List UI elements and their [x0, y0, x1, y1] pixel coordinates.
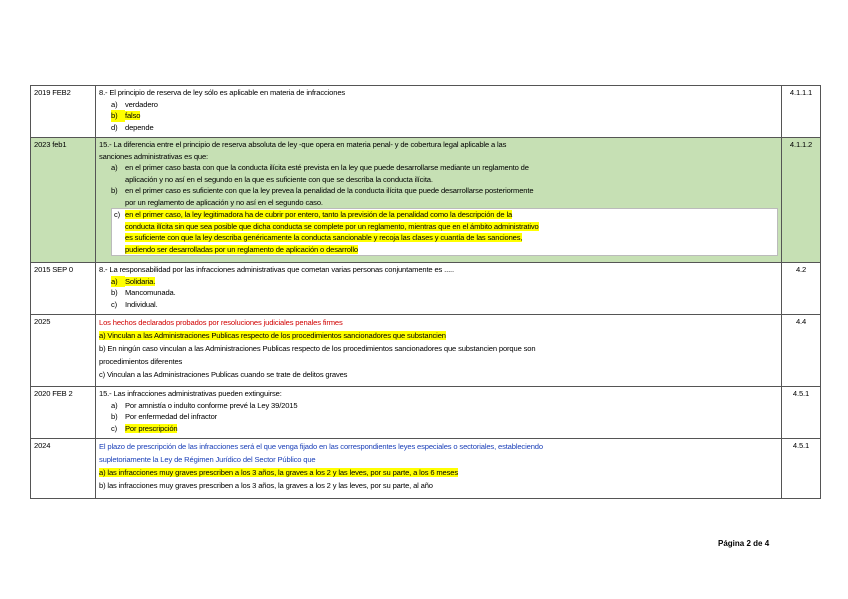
- exam-date: 2023 feb1: [31, 138, 96, 263]
- question-text: Los hechos declarados probados por resoluciones judiciales penales firmes: [99, 318, 343, 327]
- questions-table: [30, 85, 821, 499]
- question-row: [31, 263, 821, 315]
- option-correct: c) en el primer caso, la ley legitimadora ha de cubrir por entero, tanto la previsión de la penalidad como la descripción de la conducta ilícita sin que sea posible que dicha conducta se complete por un reglamento, mientras que en el ámbito administrativo es suficiente con que la ley describa genéricamente la conducta sancionable y recoja las clases y cuantía de las sanciones, pudiendo ser desarrolladas por un reglamento de aplicación o desarrollo: [111, 208, 778, 256]
- question-text: 15.- Las infracciones administrativas pueden extinguirse:: [99, 389, 282, 398]
- page-word: Página: [718, 539, 745, 548]
- option: a) Por amnistía o indulto conforme prevé la Ley 39/2015: [111, 400, 298, 410]
- option-correct: b) falso: [111, 111, 141, 120]
- question-row: [31, 315, 821, 387]
- topic-ref: 4.5.1: [782, 439, 821, 499]
- option-continued: por un reglamento de aplicación y no así en el segundo caso.: [125, 197, 323, 207]
- page-footer: [718, 539, 769, 548]
- option: d) depende: [111, 122, 154, 132]
- question-row: [31, 138, 821, 263]
- option: a) en el primer caso basta con que la conducta ilícita esté prevista en la ley que puede desarrollarse mediante un reglamento de: [111, 163, 529, 172]
- question-cell: [96, 387, 782, 439]
- topic-ref: 4.1.1.2: [782, 138, 821, 263]
- question-cell: [96, 86, 782, 138]
- option: b) las infracciones muy graves prescriben a los 3 años, la graves a los 2 y las leves, por su parte, al año: [99, 481, 433, 490]
- topic-ref: 4.1.1.1: [782, 86, 821, 138]
- option-continued: aplicación y no así en el segundo en la que es suficiente con que se describa la conducta ilícita.: [125, 174, 433, 184]
- page-number: 2: [746, 539, 751, 548]
- question-cell: [96, 315, 782, 387]
- question-cell: [96, 263, 782, 315]
- question-row: [31, 387, 821, 439]
- exam-date: 2019 FEB2: [31, 86, 96, 138]
- exam-date: 2025: [31, 315, 96, 387]
- question-text: 15.- La diferencia entre el principio de reserva absoluta de ley -que opera en materia penal- y de cobertura legal aplicable a las: [99, 140, 507, 149]
- question-cell: [96, 439, 782, 499]
- topic-ref: 4.2: [782, 263, 821, 315]
- option-correct: a) las infracciones muy graves prescriben a los 3 años, la graves a los 2 y las leves, por su parte, a los 6 meses: [99, 468, 458, 477]
- option-continued: procedimientos diferentes: [99, 357, 183, 366]
- exam-date: 2015 SEP 0: [31, 263, 96, 315]
- question-row: [31, 86, 821, 138]
- option: a) verdadero: [111, 99, 158, 109]
- option-correct: c) Por prescripción: [111, 423, 178, 433]
- topic-ref: 4.5.1: [782, 387, 821, 439]
- topic-ref: 4.4: [782, 315, 821, 387]
- question-cell: [96, 138, 782, 263]
- question-text: El plazo de prescripción de las infracciones será el que venga fijado en las correspondientes leyes especiales o sectoriales, estableciendo: [99, 442, 543, 451]
- exam-date: 2024: [31, 439, 96, 499]
- option: c) Individual.: [111, 299, 158, 309]
- option-correct: a) Vinculan a las Administraciones Publicas respecto de los procedimientos sancionadores que substancien: [99, 331, 446, 340]
- of-word: de: [753, 539, 763, 548]
- question-text: supletoriamente la Ley de Régimen Jurídico del Sector Público que: [99, 455, 316, 464]
- option: b) Mancomunada.: [111, 288, 176, 297]
- option: b) En ningún caso vinculan a las Administraciones Publicas respecto de los procedimientos sancionadores que substancien porque son: [99, 344, 536, 353]
- question-text: 8.- El principio de reserva de ley sólo es aplicable en materia de infracciones: [99, 88, 346, 97]
- option: c) Vinculan a las Administraciones Publicas cuando se trate de delitos graves: [99, 370, 348, 379]
- question-text: 8.- La responsabilidad por las infracciones administrativas que cometan varias personas conjuntamente es .....: [99, 265, 454, 274]
- question-row: [31, 439, 821, 499]
- exam-date: 2020 FEB 2: [31, 387, 96, 439]
- option: b) en el primer caso es suficiente con que la ley prevea la penalidad de la conducta ilícita que puede desarrollarse posteriormente: [111, 186, 534, 195]
- option: b) Por enfermedad del infractor: [111, 412, 218, 421]
- option-correct: a) Solidaria.: [111, 276, 156, 286]
- page-total: 4: [764, 539, 770, 548]
- question-text: sanciones administrativas es que:: [99, 151, 209, 161]
